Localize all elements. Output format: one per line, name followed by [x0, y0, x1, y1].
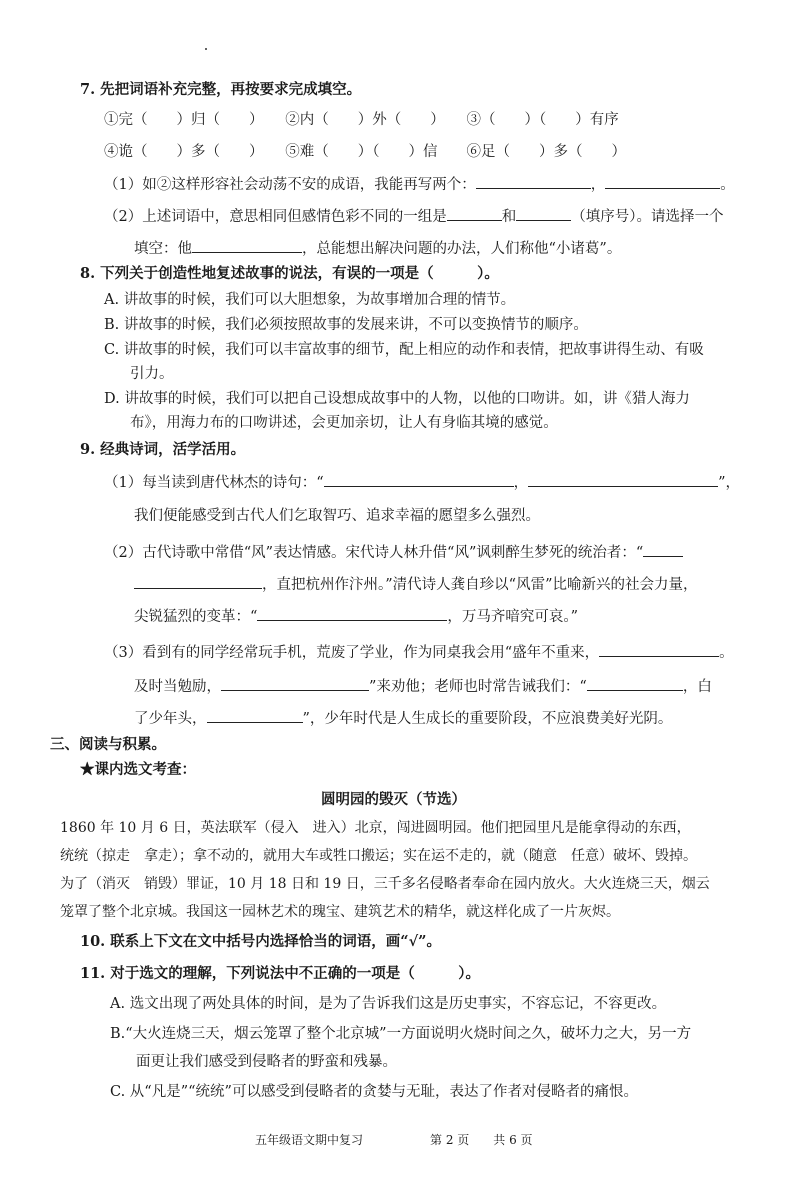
scan-speck	[205, 48, 207, 50]
q11-option-c: C. 从“凡是”“统统”可以感受到侵略者的贪婪与无耻，表达了作者对侵略者的痛恨。	[110, 1084, 638, 1100]
footer-title: 五年级语文期中复习	[255, 1133, 364, 1147]
blank[interactable]	[528, 472, 718, 487]
q9-s3-period: 。	[719, 645, 734, 661]
blank[interactable]	[605, 174, 720, 189]
blank[interactable]	[587, 676, 683, 691]
q7-sub2	[104, 206, 723, 227]
q9-s2-text4: ，万马齐喑究可哀。”	[447, 609, 579, 625]
section3-title: 三、阅读与积累。	[50, 736, 166, 753]
q7-sub2-tail: （填序号）。请选择一个	[571, 209, 724, 225]
q9-s2-line2	[134, 574, 698, 595]
passage-title: 圆明园的毁灭（节选）	[321, 791, 466, 808]
q7-sub2-fill-tail: ，总能想出解决问题的办法，人们称他“小诸葛”。	[302, 241, 622, 257]
blank[interactable]	[447, 206, 502, 221]
q9-s2-line3	[134, 606, 578, 627]
q9-s3-text4: ，白	[682, 679, 712, 695]
q9-s3-text: （3）看到有的同学经常玩手机，荒废了学业，作为同桌我会用“盛年不重来，	[104, 645, 600, 661]
blank[interactable]	[207, 708, 303, 723]
q9-s1-line2: 我们便能感受到古代人们乞取智巧、追求幸福的愿望多么强烈。	[134, 508, 540, 524]
q7-sub2-line2	[134, 238, 621, 259]
q9-s1-end: ”，	[718, 475, 741, 491]
blank[interactable]	[476, 174, 591, 189]
q9-s1-text: （1）每当读到唐代林杰的诗句：“	[104, 475, 324, 491]
q9-s3-line2	[134, 676, 712, 697]
q9-s1	[104, 472, 740, 493]
q10-text: 10. 联系上下文在文中括号内选择恰当的词语，画“√”。	[80, 933, 441, 950]
q9-s3-text3: ”来劝他；老师也时常告诫我们：“	[369, 679, 587, 695]
section3-sub: ★课内选文考查：	[80, 761, 196, 778]
q7-sub1	[104, 174, 735, 195]
blank[interactable]	[134, 574, 262, 589]
blank[interactable]	[192, 238, 302, 253]
q8-option-c: C. 讲故事的时候，我们可以丰富故事的细节，配上相应的动作和表情，把故事讲得生动、有吸	[104, 342, 704, 358]
q7-row2: ④诡（ ）多（ ） ⑤难（ ）（ ）信 ⑥足（ ）多（ ）	[104, 144, 626, 160]
passage-line2: 统统（掠走 拿走）；拿不动的，就用大车或牲口搬运；实在运不走的，就（随意 任意）破坏、毁掉。	[60, 848, 697, 864]
q9-s3-text6: ”，少年时代是人生成长的重要阶段，不应浪费美好光阴。	[302, 711, 673, 727]
q7-sub2-text: （2）上述词语中，意思相同但感情色彩不同的一组是	[104, 209, 447, 225]
q8-option-d-cont: 布》，用海力布的口吻讲述，会更加亲切，让人有身临其境的感觉。	[130, 415, 558, 431]
q11-option-a: A. 选文出现了两处具体的时间，是为了告诉我们这是历史事实，不容忘记，不容更改。	[110, 996, 667, 1012]
passage-line3: 为了（消灭 销毁）罪证，10 月 18 日和 19 日，三千多名侵略者奉命在园内放火。大火连烧三天，烟云	[60, 876, 710, 892]
q9-title: 9. 经典诗词，活学活用。	[80, 441, 246, 458]
q7-title: 7. 先把词语补充完整，再按要求完成填空。	[80, 81, 362, 98]
passage-line4: 笼罩了整个北京城。我国这一园林艺术的瑰宝、建筑艺术的精华，就这样化成了一片灰烬。	[60, 904, 620, 920]
q11-title: 11. 对于选文的理解，下列说法中不正确的一项是（ ）。	[80, 965, 481, 982]
q9-s2	[104, 542, 683, 563]
q11-option-b: B.“大火连烧三天，烟云笼罩了整个北京城”一方面说明火烧时间之久，破坏力之大，另一方	[110, 1026, 692, 1042]
footer-page-number: 第 2 页 共 6 页	[430, 1133, 533, 1147]
blank[interactable]	[324, 472, 514, 487]
blank[interactable]	[257, 606, 447, 621]
q9-s3-text5: 了少年头，	[134, 711, 207, 727]
q7-sub2-fill-label: 填空：他	[134, 241, 192, 257]
q9-s2-text2: ，直把杭州作汴州。”清代诗人龚自珍以“风雷”比喻新兴的社会力量，	[262, 577, 698, 593]
passage-line1: 1860 年 10 月 6 日，英法联军（侵入 进入）北京，闯进圆明园。他们把园里凡是能拿得动的东西，	[60, 820, 691, 836]
q7-sub1-comma: ，	[590, 177, 606, 193]
q11-option-b-cont: 面更让我们感受到侵略者的野蛮和残暴。	[136, 1054, 397, 1070]
q7-row1: ①完（ ）归（ ） ②内（ ）外（ ） ③（ ）（ ）有序	[104, 112, 619, 128]
q9-s3	[104, 642, 734, 663]
blank[interactable]	[221, 676, 369, 691]
q8-option-c-cont: 引力。	[130, 366, 174, 382]
q9-s2-text3: 尖锐猛烈的变革：“	[134, 609, 258, 625]
q7-sub2-and: 和	[501, 209, 517, 225]
q8-title: 8. 下列关于创造性地复述故事的说法，有误的一项是（ ）。	[80, 265, 499, 282]
q9-s1-comma: ，	[513, 475, 529, 491]
q8-option-d: D. 讲故事的时候，我们可以把自己设想成故事中的人物，以他的口吻讲。如，讲《猎人海力	[104, 391, 690, 407]
q7-sub1-text: （1）如②这样形容社会动荡不安的成语，我能再写两个：	[104, 177, 476, 193]
q8-option-b: B. 讲故事的时候，我们必须按照故事的发展来讲，不可以变换情节的顺序。	[104, 317, 588, 333]
blank[interactable]	[516, 206, 571, 221]
q9-s3-text2: 及时当勉励，	[134, 679, 221, 695]
blank[interactable]	[599, 642, 719, 657]
q8-option-a: A. 讲故事的时候，我们可以大胆想象，为故事增加合理的情节。	[104, 292, 516, 308]
blank[interactable]	[643, 542, 683, 557]
q9-s2-text: （2）古代诗歌中常借“风”表达情感。宋代诗人林升借“风”讽刺醉生梦死的统治者：“	[104, 545, 644, 561]
q7-sub1-end: 。	[720, 177, 735, 193]
q9-s3-line3	[134, 708, 672, 729]
